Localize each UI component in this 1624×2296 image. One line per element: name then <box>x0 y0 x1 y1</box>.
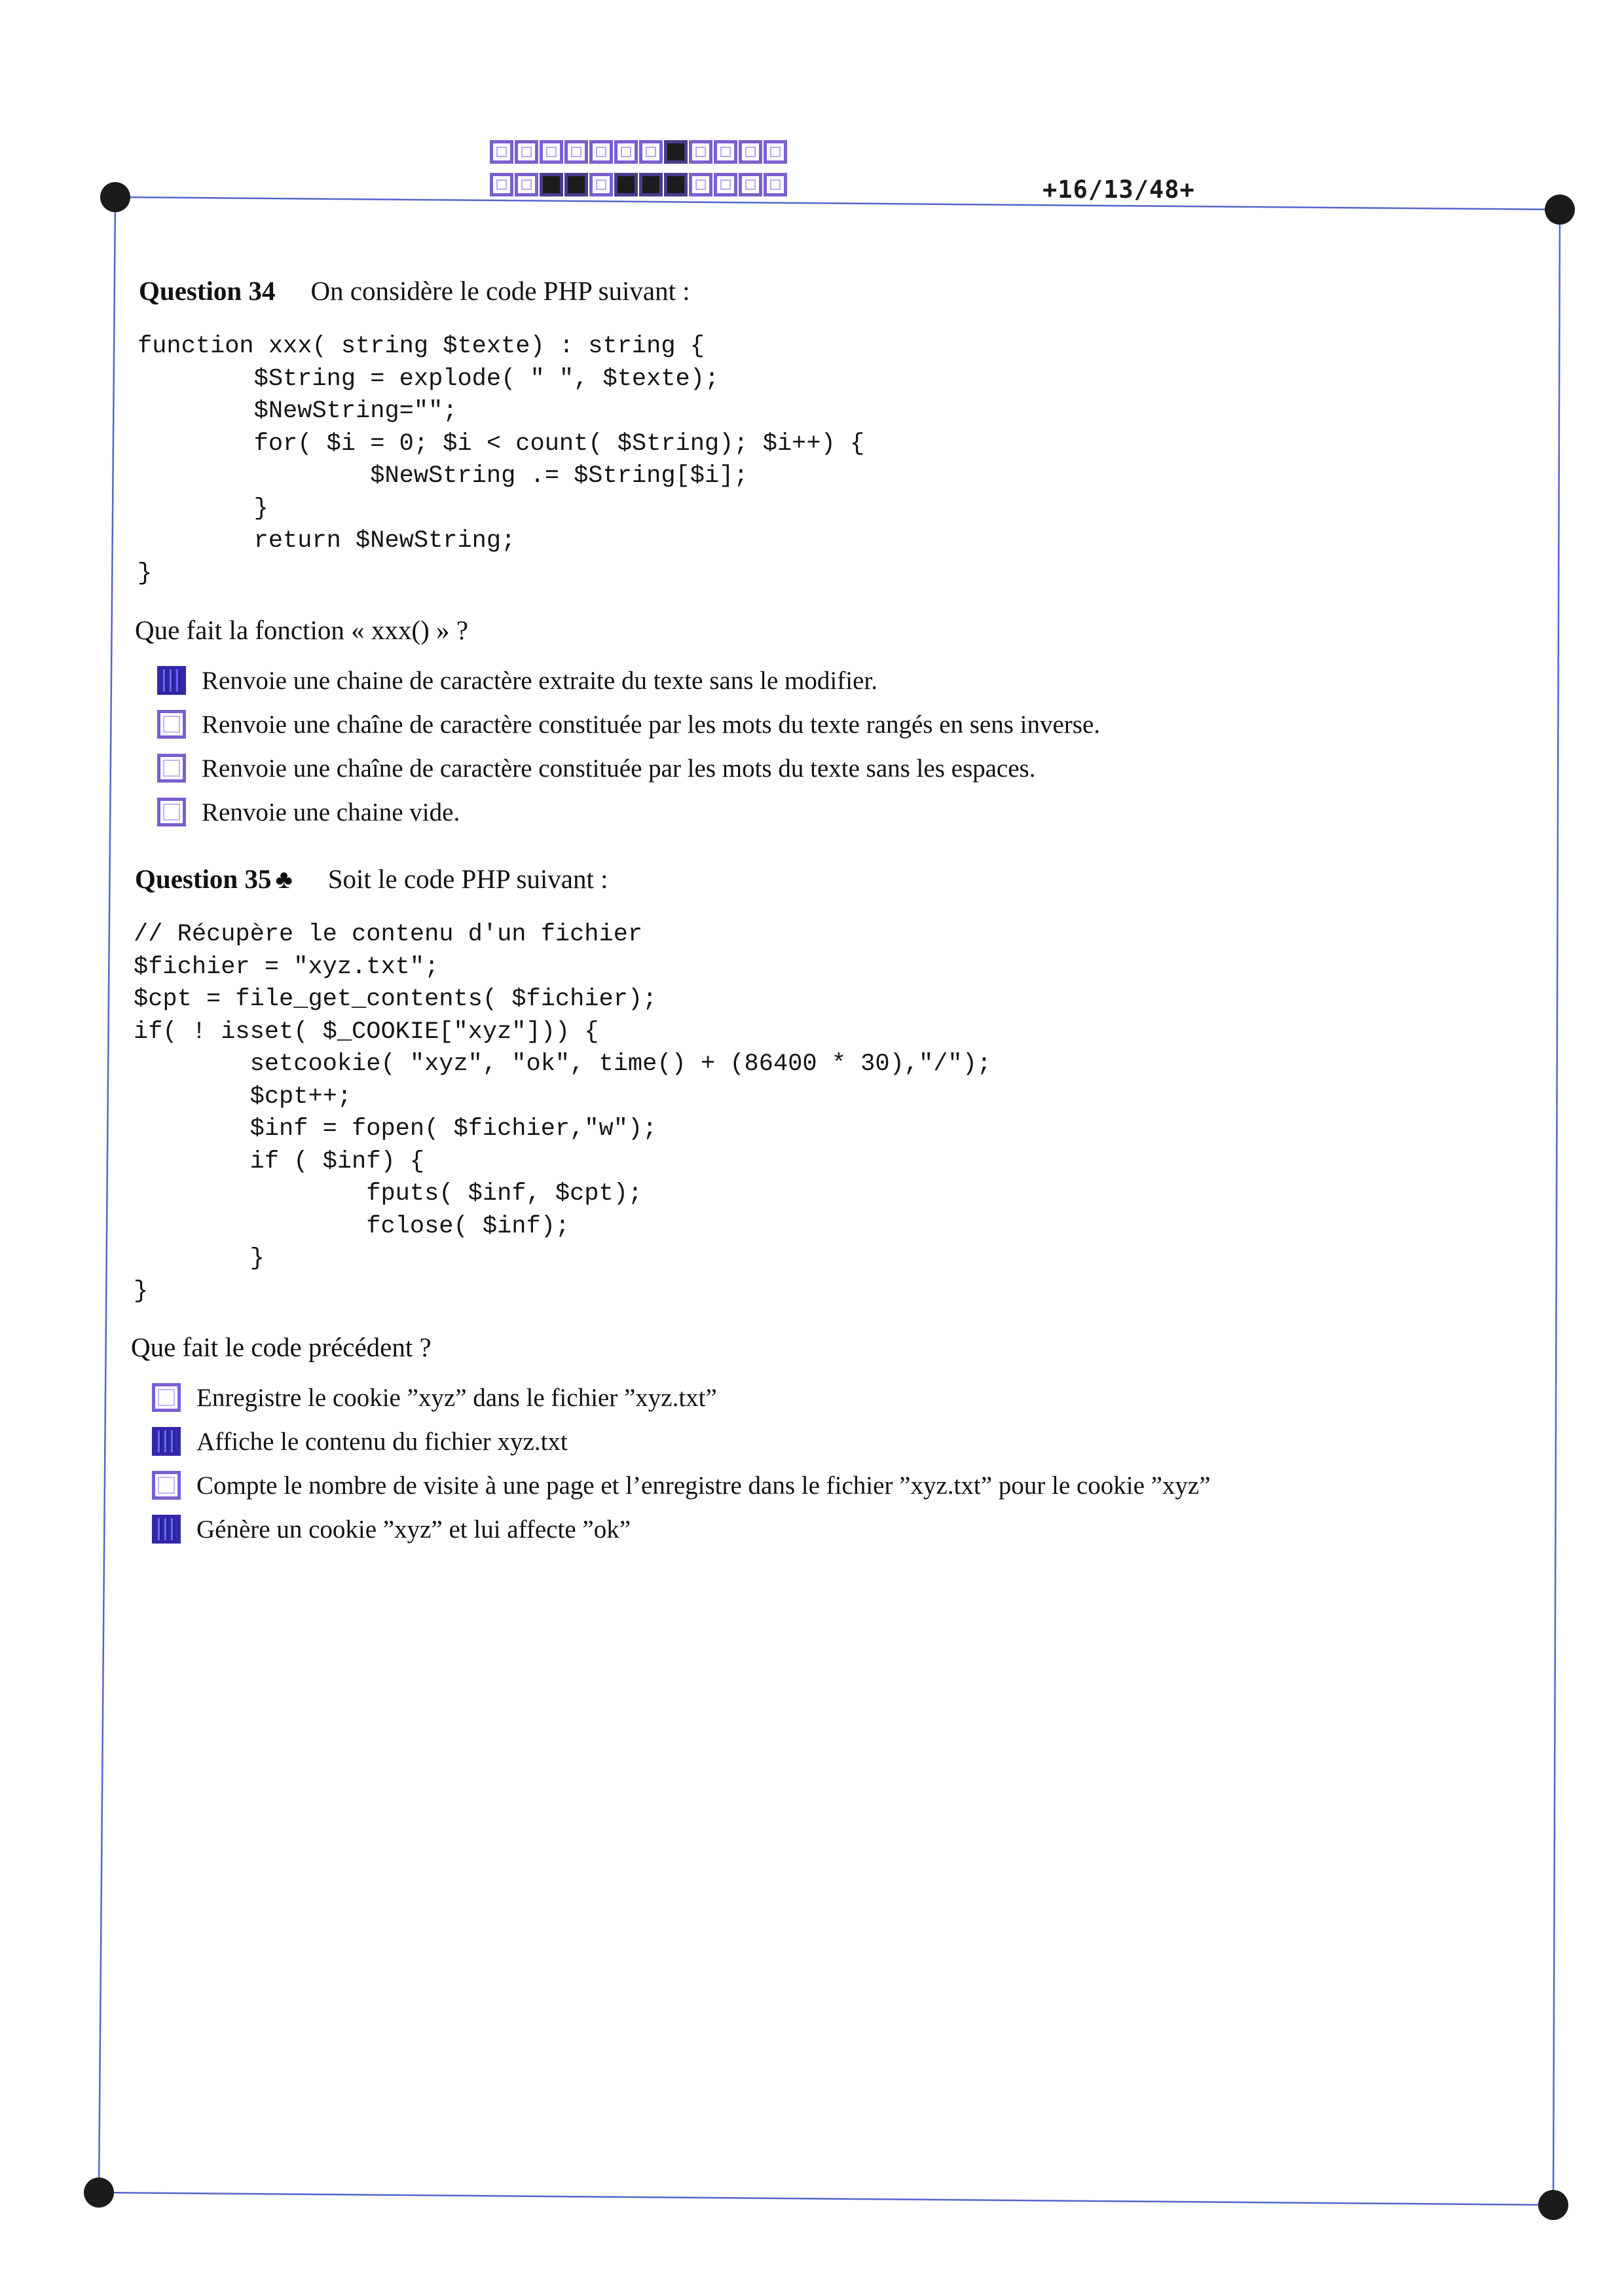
id-box-filled <box>564 173 588 196</box>
question-35-code: // Récupère le contenu d'un fichier $fichier = "xyz.txt"; $cpt = file_get_contents( $fichier); if( ! isset( $_COOKIE["xyz"])) { setcookie( "xyz", "ok", time() + (86400 * 30),"/"); $cpt++; $inf = fopen( $fichier,"w"); if ( $inf) { fputs( $inf, $cpt); fclose( $inf); } } <box>134 921 992 1305</box>
answer-text: Enregistre le cookie ”xyz” dans le fichier ”xyz.txt” <box>196 1383 717 1412</box>
answer-checkbox[interactable] <box>157 710 186 739</box>
question-35-answer-2[interactable] <box>152 1424 568 1458</box>
corner-mark-top-left <box>100 182 130 212</box>
answer-text: Renvoie une chaîne de caractère constituée par les mots du texte rangés en sens inverse. <box>202 710 1101 739</box>
question-35-prompt: Que fait le code précédent ? <box>131 1332 432 1362</box>
question-intro: Soit le code PHP suivant : <box>327 864 608 894</box>
question-35-heading <box>135 863 608 895</box>
question-34-code: function xxx( string $texte) : string { $String = explode( " ", $texte); $NewString=""; for( $i = 0; $i < count( $String); $i++) { $NewString .= $String[$i]; } return $NewString; } <box>138 333 865 587</box>
question-intro: On considère le code PHP suivant : <box>310 276 690 306</box>
question-34-prompt: Que fait la fonction « xxx() » ? <box>135 615 468 645</box>
corner-mark-bottom-right <box>1538 2190 1568 2220</box>
id-box-filled <box>664 140 688 164</box>
answer-text: Affiche le contenu du fichier xyz.txt <box>196 1427 568 1456</box>
answer-checkbox[interactable] <box>157 754 186 783</box>
id-box-empty <box>490 140 513 164</box>
answer-checkbox[interactable] <box>157 798 186 826</box>
corner-mark-top-right <box>1545 194 1575 225</box>
answer-text: Renvoie une chaîne de caractère constituée par les mots du texte sans les espaces. <box>202 754 1036 783</box>
question-34-answer-4[interactable] <box>157 795 460 829</box>
question-35-answer-1[interactable] <box>152 1380 717 1415</box>
student-id-boxes-row-1 <box>490 140 787 164</box>
id-box-empty <box>614 140 638 164</box>
id-box-empty <box>714 173 737 196</box>
id-box-empty <box>689 173 712 196</box>
question-label: Question 35 <box>135 864 272 894</box>
id-box-filled <box>614 173 638 196</box>
id-box-filled <box>664 173 688 196</box>
answer-checkbox[interactable] <box>152 1383 181 1412</box>
id-box-empty <box>739 173 762 196</box>
question-label: Question 34 <box>139 276 276 306</box>
answer-text: Compte le nombre de visite à une page et l’enregistre dans le fichier ”xyz.txt” pour le cookie ”xyz” <box>196 1471 1211 1500</box>
answer-checkbox[interactable] <box>152 1515 181 1544</box>
student-id-boxes-row-2 <box>490 173 787 196</box>
answer-checkbox[interactable] <box>157 666 186 695</box>
question-35-answer-4[interactable] <box>152 1512 631 1546</box>
question-34-answer-2[interactable] <box>157 707 1100 741</box>
id-box-empty <box>689 140 712 164</box>
id-box-empty <box>490 173 513 196</box>
id-box-empty <box>540 140 563 164</box>
answer-checkbox[interactable] <box>152 1471 181 1500</box>
id-box-empty <box>515 173 538 196</box>
answer-checkbox[interactable] <box>152 1427 181 1456</box>
id-box-empty <box>764 173 787 196</box>
id-box-filled <box>540 173 563 196</box>
id-box-empty <box>764 140 787 164</box>
page-code: +16/13/48+ <box>1043 176 1195 204</box>
question-34-answer-3[interactable] <box>157 751 1035 785</box>
id-box-empty <box>515 140 538 164</box>
question-34-heading <box>139 275 690 306</box>
id-box-empty <box>739 140 762 164</box>
id-box-empty <box>589 173 613 196</box>
id-box-empty <box>639 140 663 164</box>
id-box-empty <box>564 140 588 164</box>
answer-text: Génère un cookie ”xyz” et lui affecte ”ok” <box>196 1515 631 1544</box>
answer-text: Renvoie une chaine de caractère extraite du texte sans le modifier. <box>202 666 877 695</box>
answer-text: Renvoie une chaine vide. <box>202 798 460 826</box>
id-box-filled <box>639 173 663 196</box>
corner-mark-bottom-left <box>84 2177 114 2208</box>
id-box-empty <box>714 140 737 164</box>
id-box-empty <box>589 140 613 164</box>
question-34-answer-1[interactable] <box>157 663 877 697</box>
club-suit-icon: ♣ <box>275 864 293 894</box>
question-35-answer-3[interactable] <box>152 1468 1211 1502</box>
